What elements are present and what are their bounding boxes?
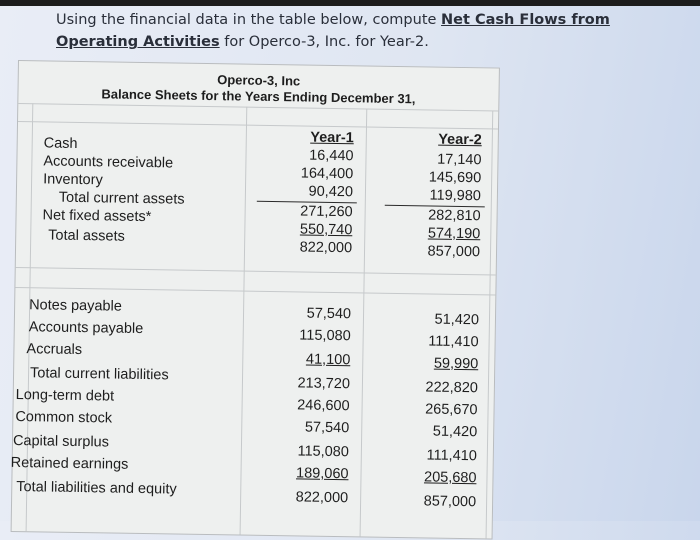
- year1-value: 822,000: [299, 239, 353, 257]
- year2-value: 145,690: [428, 169, 482, 187]
- row-label: Common stock: [15, 409, 113, 427]
- row-label: Retained earnings: [10, 454, 129, 473]
- column-header-year1: Year-1: [310, 129, 354, 147]
- row-label: Accounts receivable: [43, 153, 174, 172]
- column-header-year2: Year-2: [438, 131, 482, 149]
- table-subtitle: Balance Sheets for the Years Ending December 31,: [101, 86, 416, 107]
- grid-line: [15, 287, 495, 296]
- row-label: Inventory: [43, 171, 103, 189]
- year1-value: 550,740: [299, 221, 353, 239]
- row-label: Long-term debt: [15, 387, 115, 405]
- year2-value: 265,670: [425, 401, 478, 419]
- year2-value: 51,420: [432, 423, 478, 441]
- year1-value: 57,540: [306, 305, 352, 323]
- question-text: [56, 9, 686, 53]
- top-edge-bar: [0, 0, 700, 6]
- row-label: Cash: [43, 135, 78, 152]
- row-label: Total liabilities and equity: [16, 479, 177, 498]
- year2-value: 282,810: [428, 207, 481, 225]
- row-label: Net fixed assets*: [42, 207, 152, 226]
- year1-value: 115,080: [299, 327, 351, 345]
- row-label: Total current assets: [58, 189, 185, 208]
- year1-value: 164,400: [300, 165, 354, 183]
- year1-value: 16,440: [309, 147, 354, 165]
- year1-value: 246,600: [297, 397, 350, 415]
- year1-value: 115,080: [297, 443, 350, 461]
- year2-value: 857,000: [423, 493, 477, 511]
- year1-value: 57,540: [304, 419, 350, 437]
- year1-value: 271,260: [300, 203, 353, 221]
- question-link-phrase: Net Cash Flows from Operating Activities: [56, 12, 610, 50]
- year2-value: 17,140: [437, 151, 482, 169]
- row-label: Accounts payable: [28, 319, 144, 337]
- balance-sheet-table: [11, 60, 500, 540]
- year2-value: 111,410: [426, 447, 477, 465]
- year2-value: 222,820: [425, 379, 479, 397]
- question-part1: Using the financial data in the table below, compute: [56, 12, 442, 28]
- row-label: Total current liabilities: [29, 365, 169, 384]
- year1-value: 213,720: [297, 375, 351, 393]
- table-title: Operco-3, Inc: [217, 72, 301, 89]
- year2-value: 574,190: [427, 225, 481, 243]
- row-label: Accruals: [26, 341, 83, 359]
- year1-value: 90,420: [308, 183, 354, 201]
- year2-value: 119,980: [429, 187, 482, 205]
- year2-value: 205,680: [423, 469, 477, 487]
- year2-value: 857,000: [427, 243, 481, 261]
- year1-value: 41,100: [305, 351, 351, 369]
- year2-value: 59,990: [433, 355, 479, 373]
- row-label: Capital surplus: [12, 432, 110, 451]
- year1-value: 822,000: [295, 489, 349, 507]
- grid-line: [16, 267, 496, 276]
- year1-value: 189,060: [295, 465, 349, 483]
- year2-value: 51,420: [434, 311, 480, 329]
- row-label: Total assets: [48, 227, 125, 245]
- question-part2: for Operco-3, Inc. for Year-2.: [219, 34, 429, 50]
- row-label: Notes payable: [29, 297, 122, 315]
- year2-value: 111,410: [428, 333, 479, 351]
